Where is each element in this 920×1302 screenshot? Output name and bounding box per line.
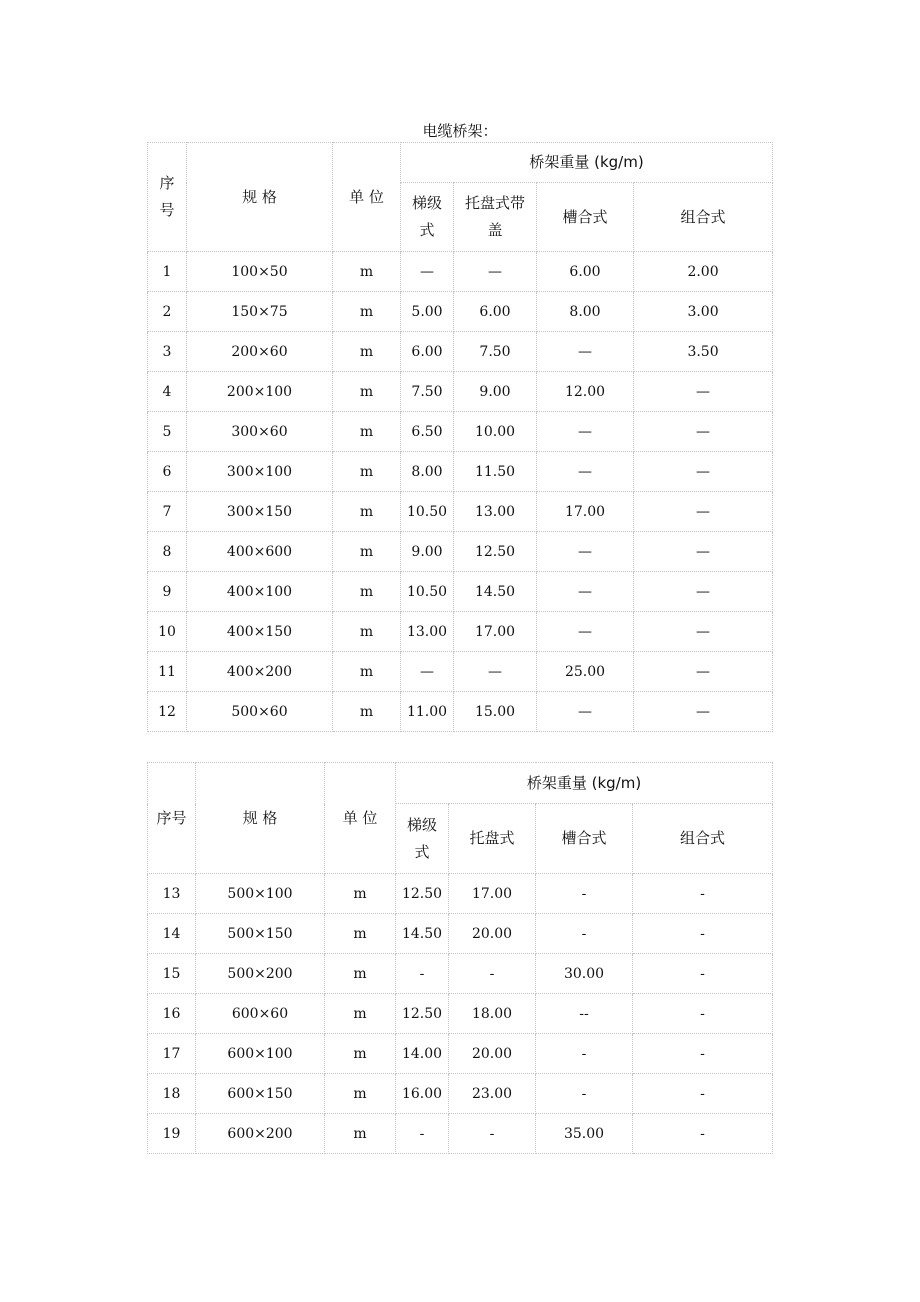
table-row [148, 612, 773, 652]
cell-tray: — [454, 652, 537, 692]
cell-trough: 6.00 [537, 252, 634, 292]
header-weight-group: 桥架重量 (kg/m) [396, 763, 773, 804]
cell-unit: m [325, 914, 396, 954]
header-no: 序号 [148, 143, 187, 252]
header-unit: 单 位 [333, 143, 401, 252]
cell-unit: m [325, 874, 396, 914]
cell-tray: 15.00 [454, 692, 537, 732]
cell-combo: — [634, 692, 773, 732]
cell-spec: 600×100 [196, 1034, 325, 1074]
table-row [148, 532, 773, 572]
cell-trough: — [537, 452, 634, 492]
cell-combo: — [634, 372, 773, 412]
cell-spec: 600×150 [196, 1074, 325, 1114]
cell-combo: - [633, 994, 773, 1034]
table-row [148, 412, 773, 452]
cell-combo: - [633, 1074, 773, 1114]
cell-tray: 14.50 [454, 572, 537, 612]
table-row [148, 452, 773, 492]
cell-no: 15 [148, 954, 196, 994]
cell-no: 19 [148, 1114, 196, 1154]
table-row [148, 914, 773, 954]
table-row [148, 994, 773, 1034]
cell-no: 1 [148, 252, 187, 292]
cell-unit: m [325, 1114, 396, 1154]
cell-spec: 150×75 [187, 292, 333, 332]
cell-no: 7 [148, 492, 187, 532]
cell-unit: m [333, 612, 401, 652]
cell-tray: 9.00 [454, 372, 537, 412]
cell-tray: 23.00 [449, 1074, 536, 1114]
header-trough: 槽合式 [537, 183, 634, 252]
cell-ladder: - [396, 954, 449, 994]
cell-spec: 500×150 [196, 914, 325, 954]
cell-tray: 20.00 [449, 914, 536, 954]
cell-ladder: 10.50 [401, 572, 454, 612]
table-row [148, 874, 773, 914]
cell-spec: 200×100 [187, 372, 333, 412]
cell-spec: 400×600 [187, 532, 333, 572]
cell-combo: - [633, 954, 773, 994]
cell-unit: m [333, 532, 401, 572]
cell-ladder: 9.00 [401, 532, 454, 572]
cell-ladder: 14.50 [396, 914, 449, 954]
cell-no: 12 [148, 692, 187, 732]
cell-unit: m [333, 292, 401, 332]
cell-unit: m [333, 372, 401, 412]
cell-tray: 12.50 [454, 532, 537, 572]
header-row-top [148, 763, 773, 804]
cell-no: 3 [148, 332, 187, 372]
table-row [148, 252, 773, 292]
cell-unit: m [333, 492, 401, 532]
cell-combo: — [634, 492, 773, 532]
cell-trough: 8.00 [537, 292, 634, 332]
cell-unit: m [333, 652, 401, 692]
table-row [148, 292, 773, 332]
cell-ladder: 6.50 [401, 412, 454, 452]
cell-trough: 17.00 [537, 492, 634, 532]
cell-combo: - [633, 874, 773, 914]
cell-tray: 17.00 [449, 874, 536, 914]
cell-ladder: 7.50 [401, 372, 454, 412]
cell-spec: 500×60 [187, 692, 333, 732]
cell-trough: 25.00 [537, 652, 634, 692]
cell-tray: 17.00 [454, 612, 537, 652]
table-row [148, 332, 773, 372]
cell-spec: 600×60 [196, 994, 325, 1034]
cell-spec: 500×200 [196, 954, 325, 994]
table-row [148, 652, 773, 692]
cell-ladder: 12.50 [396, 874, 449, 914]
header-tray: 托盘式 [449, 804, 536, 874]
cell-tray: - [449, 954, 536, 994]
table-1-body [148, 143, 773, 732]
cell-tray: 11.50 [454, 452, 537, 492]
header-combo: 组合式 [633, 804, 773, 874]
header-spec: 规 格 [187, 143, 333, 252]
cell-combo: — [634, 612, 773, 652]
cell-combo: - [633, 914, 773, 954]
cell-unit: m [325, 954, 396, 994]
table-row [148, 1074, 773, 1114]
header-no: 序号 [148, 763, 196, 874]
header-unit: 单 位 [325, 763, 396, 874]
cell-trough: - [536, 914, 633, 954]
cell-spec: 200×60 [187, 332, 333, 372]
cell-trough: - [536, 1034, 633, 1074]
cell-ladder: 6.00 [401, 332, 454, 372]
cell-combo: — [634, 572, 773, 612]
cell-unit: m [333, 252, 401, 292]
cell-unit: m [325, 994, 396, 1034]
cell-no: 5 [148, 412, 187, 452]
cell-no: 2 [148, 292, 187, 332]
cell-spec: 300×60 [187, 412, 333, 452]
cell-ladder: 8.00 [401, 452, 454, 492]
cell-no: 9 [148, 572, 187, 612]
cell-no: 11 [148, 652, 187, 692]
cell-ladder: 12.50 [396, 994, 449, 1034]
cell-tray: - [449, 1114, 536, 1154]
header-spec: 规 格 [196, 763, 325, 874]
cell-unit: m [325, 1034, 396, 1074]
cell-ladder: 5.00 [401, 292, 454, 332]
cell-no: 10 [148, 612, 187, 652]
cell-tray: — [454, 252, 537, 292]
cell-spec: 400×100 [187, 572, 333, 612]
cell-no: 8 [148, 532, 187, 572]
cell-tray: 18.00 [449, 994, 536, 1034]
cell-no: 17 [148, 1034, 196, 1074]
cell-spec: 400×200 [187, 652, 333, 692]
cell-ladder: - [396, 1114, 449, 1154]
header-trough: 槽合式 [536, 804, 633, 874]
header-row-top [148, 143, 773, 183]
cell-combo: - [633, 1034, 773, 1074]
cell-trough: - [536, 874, 633, 914]
cell-trough: — [537, 692, 634, 732]
cell-trough: 35.00 [536, 1114, 633, 1154]
cell-no: 18 [148, 1074, 196, 1114]
cell-combo: — [634, 652, 773, 692]
table-row [148, 1034, 773, 1074]
header-tray: 托盘式带盖 [454, 183, 537, 252]
table-row [148, 1114, 773, 1154]
cell-combo: 3.50 [634, 332, 773, 372]
cell-no: 4 [148, 372, 187, 412]
header-ladder: 梯级式 [401, 183, 454, 252]
cell-ladder: 10.50 [401, 492, 454, 532]
cell-spec: 600×200 [196, 1114, 325, 1154]
cell-combo: — [634, 412, 773, 452]
cell-tray: 20.00 [449, 1034, 536, 1074]
cell-ladder: 13.00 [401, 612, 454, 652]
cell-no: 6 [148, 452, 187, 492]
cell-spec: 400×150 [187, 612, 333, 652]
cell-no: 14 [148, 914, 196, 954]
cell-combo: — [634, 532, 773, 572]
cell-tray: 13.00 [454, 492, 537, 532]
cell-spec: 100×50 [187, 252, 333, 292]
cell-ladder: 16.00 [396, 1074, 449, 1114]
cell-no: 16 [148, 994, 196, 1034]
table-row [148, 692, 773, 732]
cell-no: 13 [148, 874, 196, 914]
table-row [148, 572, 773, 612]
cell-tray: 7.50 [454, 332, 537, 372]
cell-combo: 3.00 [634, 292, 773, 332]
header-ladder: 梯级式 [396, 804, 449, 874]
cell-combo: - [633, 1114, 773, 1154]
document-title: 电缆桥架： [422, 122, 498, 140]
cable-tray-table-2 [147, 762, 773, 1154]
cell-trough: — [537, 412, 634, 452]
table-row [148, 492, 773, 532]
cable-tray-table-1 [147, 142, 773, 732]
cell-spec: 300×100 [187, 452, 333, 492]
cell-tray: 10.00 [454, 412, 537, 452]
header-weight-group: 桥架重量 (kg/m) [401, 143, 773, 183]
cell-unit: m [333, 332, 401, 372]
cell-combo: 2.00 [634, 252, 773, 292]
cell-trough: -- [536, 994, 633, 1034]
cell-ladder: — [401, 652, 454, 692]
cell-unit: m [333, 692, 401, 732]
cell-ladder: 14.00 [396, 1034, 449, 1074]
table-2-body [148, 763, 773, 1154]
cell-combo: — [634, 452, 773, 492]
cell-unit: m [325, 1074, 396, 1114]
table-row [148, 954, 773, 994]
cell-trough: - [536, 1074, 633, 1114]
cell-ladder: — [401, 252, 454, 292]
cell-tray: 6.00 [454, 292, 537, 332]
cell-ladder: 11.00 [401, 692, 454, 732]
cell-spec: 300×150 [187, 492, 333, 532]
cell-unit: m [333, 412, 401, 452]
header-combo: 组合式 [634, 183, 773, 252]
cell-unit: m [333, 572, 401, 612]
cell-trough: — [537, 332, 634, 372]
cell-trough: — [537, 572, 634, 612]
cell-trough: — [537, 532, 634, 572]
table-row [148, 372, 773, 412]
cell-trough: — [537, 612, 634, 652]
cell-unit: m [333, 452, 401, 492]
cell-trough: 30.00 [536, 954, 633, 994]
cell-spec: 500×100 [196, 874, 325, 914]
cell-trough: 12.00 [537, 372, 634, 412]
